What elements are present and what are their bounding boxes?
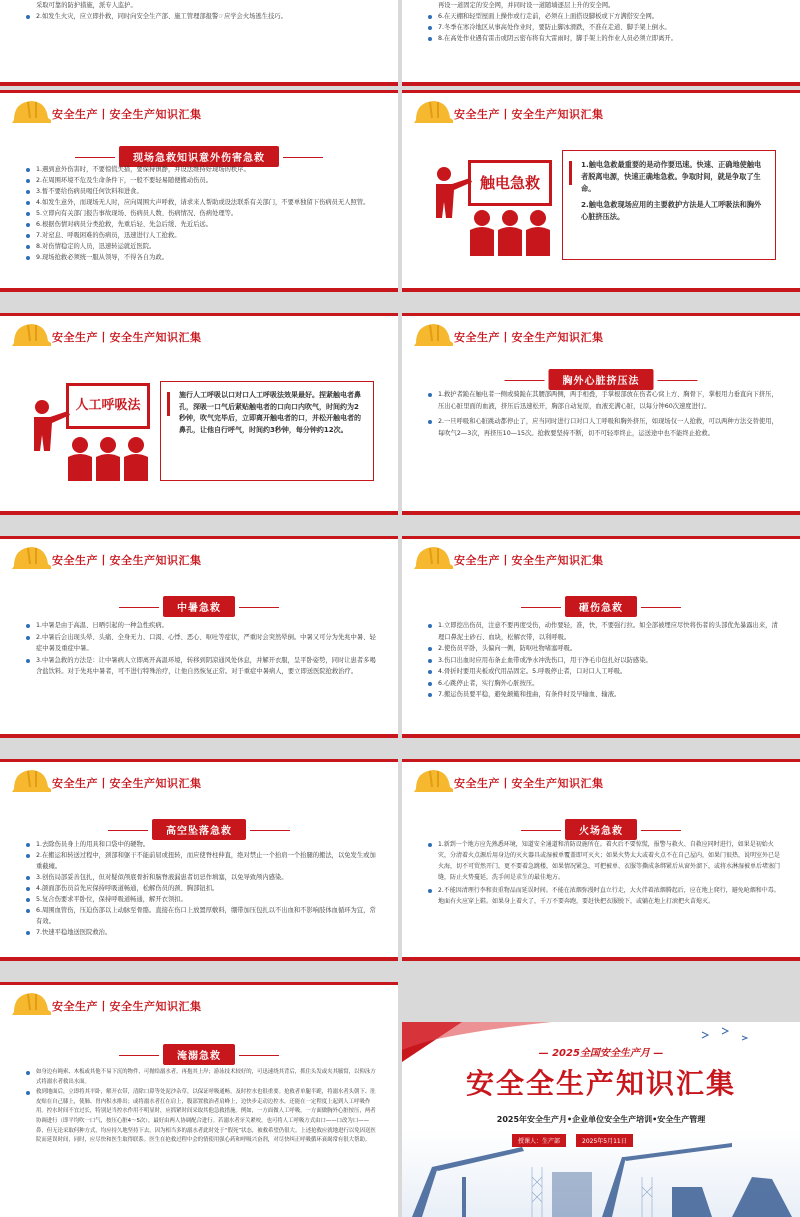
respiration-text: 施行人工呼吸以口对口人工呼吸法效果最好。捏紧触电者鼻孔，深吸一口气后紧贴触电者的口向口内吹气，时间约为2秒钟，吹气完毕后，立即离开触电者的口，并松开触电者的鼻孔，让他自行呼气，时间约3秒钟，每分钟约12次。: [179, 391, 361, 434]
list-item: 4.颌面部伤员首先应保持呼吸道畅通，松解伤员的颈、胸部钮扣。: [26, 883, 378, 894]
list-item: 8.对伤情稳定的人员，迅速转运就近医院。: [26, 241, 378, 252]
fall-list: [26, 839, 378, 938]
slide-top-bar: [402, 90, 800, 93]
kicker-text: 2025全国安全生产月: [552, 1048, 650, 1059]
section-badge: 现场急救知识意外伤害急救: [119, 146, 279, 167]
list-item: 5.立即向有关部门报告事故现场、伤病员人数、伤病情况、伤病处理等。: [26, 208, 378, 219]
cpr-list: [428, 389, 780, 439]
list-item: 6.心跳停止者，实行胸外心脏按压。: [428, 678, 780, 690]
slide-bottom-bar: [0, 82, 398, 86]
list-item: 2.在搬运和转送过程中，颈部和躯干不能前屈或扭转，而应使脊柱伸直，绝对禁止一个抬肩一个抬腿的搬法，以免发生或加重截瘫。: [26, 850, 378, 872]
drowning-text: [26, 1068, 378, 1147]
slide-header: 安全生产丨安全生产知识汇集: [52, 554, 202, 567]
slide-top-bar: [0, 759, 398, 762]
list-item: 6.周围血管伤，压迫伤部以上动脉至骨骼。直接在伤口上放置厚敷料，绷带加压包扎以不出血和不影响肢体血循环为宜，常有效。: [26, 905, 378, 927]
section-badge: 高空坠落急救: [152, 819, 246, 840]
list-item: 7.搬运伤员要平稳，避免颠簸和扭曲，有条件时及早输血、输液。: [428, 689, 780, 701]
list-item: 6.根据伤情对病员分类抢救，先重后轻、先急后缓、先近后远。: [26, 219, 378, 230]
slide-fire-tail: [0, 0, 398, 86]
list-item: 如身边有绳索、木板或其他不易下沉的物件，可抛给溺水者，再抱其上岸；游泳技术较好的，可迅速绕其背后，抓住头发或夹其腋窝，以仰泳方式将溺水者救出水面。: [26, 1068, 378, 1087]
helmet-icon: [10, 988, 52, 1018]
list-item: 3.暂不要给伤病员喝任何饮料和进食。: [26, 186, 378, 197]
slide-crush-injury: [402, 536, 800, 738]
list-item: 4.骨折时要用夹板或代用品固定。5.呼吸停止者，口对口人工呼吸。: [428, 666, 780, 678]
list-item: 救到地面后，立即将其平卧，解开衣带，清除口鼻等处泥沙杂草，以保证呼吸通畅，及时控水也很重要。抢救者单腿半跪，将溺水者头朝下、肚皮贴在自己膝上，使肺、胃内积水排出；或将溺水者扛在肩上，腹部置救治者肩峰上，边快步走动边控水，还能在一定程度上起到人工呼吸作用。控水时间不宜过长，特别是当控水作用不明显时，应抓紧时间采取其他急救措施。例如，一方面做人工呼吸，一方面做胸外心脏按压，两者协调进行（即平均吹一口气，按压心脏4～5次），最好由两人协调配合进行。若溺水者牙关紧咬，也可将人工呼吸方式由口——口改为口——鼻，但无论采取何种方式，均应持久地坚持下去。因为相当多的溺水者此时处于“假死”状态，被救希望仍很大。上述抢救应就地进行以免因送医院而延误时间，同时，应尽快和医生取得联系。医生在抢救过程中会的情使用强心药和呼吸兴奋剂，对尽快纠正呼吸循环衰竭常有很大帮助。: [26, 1088, 378, 1146]
height-tail-list: [428, 0, 780, 44]
list-item: 1.去除伤员身上的用具和口袋中的硬物。: [26, 839, 378, 850]
section-badge: 胸外心脏挤压法: [549, 369, 654, 390]
list-item: 7.快速平稳地送医院救治。: [26, 927, 378, 938]
slide-header: 安全生产丨安全生产知识汇集: [52, 331, 202, 344]
section-badge: 砸伤急救: [565, 596, 637, 617]
list-item: 2.一旦呼吸和心脏跳动都停止了，应当同时进行口对口人工呼吸和胸外挤压，如现场仅一人抢救，可以两种方法交替使用，每吹气2—3次，再挤压10—15次。抢救要坚持不断，切不可轻率终止，运送途中也不能终止抢救。: [428, 416, 780, 439]
section-badge: 淹溺急救: [163, 1044, 235, 1065]
slide-bottom-bar: [402, 82, 800, 86]
section-badge: 中暑急救: [163, 596, 235, 617]
fire-list: [428, 839, 780, 907]
slide-bottom-bar: [402, 734, 800, 738]
list-item: 1.中暑是由于高温、日晒引起的一种急性疾病。: [26, 620, 378, 632]
slide-cpr: [402, 313, 800, 515]
section-badge: 火场急救: [565, 819, 637, 840]
slide-top-bar: [0, 90, 398, 93]
slide-header: 安全生产丨安全生产知识汇集: [454, 108, 604, 121]
accident-list: [26, 164, 378, 263]
slide-header: 安全生产丨安全生产知识汇集: [454, 554, 604, 567]
helmet-icon: [412, 765, 454, 795]
slide-bottom-bar: [0, 511, 398, 515]
helmet-icon: [10, 765, 52, 795]
helmet-icon: [412, 96, 454, 126]
slide-bottom-bar: [0, 734, 398, 738]
cover-subtitle: 2025年安全生产月•企业单位安全生产培训•安全生产管理: [496, 1115, 706, 1124]
helmet-icon: [10, 96, 52, 126]
cover-title: 安全全生产知识汇集: [465, 1067, 736, 1100]
list-item: 2.不能因清理行李和贵重物品而延误时间。不能在浓烟弥漫时直立行走，大火伴着浓烟腾起后，应在地上爬行，避免呛烟和中毒。地面有火应穿上鞋。如果身上着火了，千万不要奔跑，要赶快把衣服脱下，或躺在地上打滚把火苗熄灭。: [428, 885, 780, 907]
slide-top-bar: [0, 313, 398, 316]
list-item: 2.在周围环境不危及生命条件下，一般不要轻易随便搬动伤员。: [26, 175, 378, 186]
helmet-icon: [10, 542, 52, 572]
slide-top-bar: [0, 536, 398, 539]
date-badge: 2025年5月11日: [576, 1134, 633, 1147]
slide-height-tail: [402, 0, 800, 86]
list-item: 3.伤口出血时应用布条止血带或净水冲洗伤口，用干净毛巾包扎好以防感染。: [428, 655, 780, 667]
teacher-illustration: [28, 381, 153, 481]
slide-artificial-respiration: [0, 313, 398, 515]
list-item: 采取可靠的防护措施，派专人监护。: [36, 2, 137, 9]
list-item: 3.创伤局部妥善包扎，但对疑似颅底骨折和脑脊液漏患者切忌作填塞，以免导致颅内感染。: [26, 872, 378, 883]
slide-header: 安全生产丨安全生产知识汇集: [454, 331, 604, 344]
slide-fire-rescue: [402, 759, 800, 961]
shock-text-1: 1.触电急救最重要的是动作要迅速。快速、正确地使触电者脱离电源，快速正确地急救。争取时间，就是争取了生命。: [581, 160, 762, 193]
slide-header: 安全生产丨安全生产知识汇集: [52, 1000, 202, 1013]
list-item: 2.如发生火灾，应立即扑救，同时向安全生产部、施工管理部报警☞应学会火场逃生技巧。: [26, 11, 378, 22]
list-item: 1.遇到意外伤害时，不要惊慌失措，要保持镇静，并设法维持好现场的秩序。: [26, 164, 378, 175]
helmet-icon: [10, 319, 52, 349]
slide-bottom-bar: [402, 511, 800, 515]
list-item: 4.如发生意外，而现场无人时，应向周围大声呼救，请求来人帮助或设法联系有关部门，不要单独留下伤病员无人照管。: [26, 197, 378, 208]
construction-crane-illustration: [402, 1137, 800, 1217]
helmet-icon: [412, 319, 454, 349]
list-item: 2.使伤员平卧，头偏向一侧，防呕吐物堵塞呼吸。: [428, 643, 780, 655]
cover-kicker: — 2025全国安全生产月 —: [538, 1048, 664, 1059]
shock-textbox: [562, 150, 776, 260]
slide-top-bar: [402, 313, 800, 316]
list-item: 再设一道固定的安全网，并同时设一道随墙逐层上升的安全网。: [438, 2, 615, 9]
board: 人工呼吸法: [66, 383, 150, 429]
list-item: 5.复合伤要求平卧位，保持呼吸道畅通，解开衣领扣。: [26, 894, 378, 905]
slide-bottom-bar: [402, 288, 800, 292]
list-item: 6.在天棚和轻型屋面上操作或行走前，必须在上面搭设脚板或下方满搭安全网。: [428, 11, 780, 22]
crush-list: [428, 620, 780, 701]
helmet-icon: [412, 542, 454, 572]
slide-top-bar: [0, 982, 398, 985]
slide-heatstroke: [0, 536, 398, 738]
accent-bar: [569, 161, 572, 185]
list-item: 8.在高处作业遇有雷击或阴云密布将有大雷雨时，脚手架上的作业人员必须立即离开。: [428, 33, 780, 44]
list-item: 3.中暑急救的方法是：让中暑病人立即离开高温环境，转移到阴凉通风处休息，并解开衣服，呈平卧姿势，同时让患者多喝含盐饮料。对于先兆中暑者，可不进行特殊治疗，让他自然恢复正常。对于重症中暑病人，要立即送医院抢救治疗。: [26, 655, 378, 678]
list-item: 1.新到一个地方应先熟悉环境，知道安全通道和消防设施所在。着火后不要惊慌，报警与救火、自救应同时进行，如果是初始火灾，分清着火点源后用身边的灭火器具或湿被单覆盖即可灭火；如果火势太大或着火点不在自己屋内，如果门很热，说明室外已是火海，切不可贸然开门，更不要着急跳楼，如果情况紧急，可把被单、衣服等撕成条绑紧后从窗外溜下，或将水淋湿被单后堵塞门缝，防止火势蔓延，洗手间是求生的最佳地方。: [428, 839, 780, 883]
list-item: 1.立即挖出伤员，注意不要再度受伤，动作要轻，准，快，不要强行拉。如全部被埋应尽快将伤者的头部优先暴露出来，清理口鼻泥土砂石、血块，松解衣带，以利呼吸。: [428, 620, 780, 643]
teacher-illustration: [430, 158, 555, 258]
list-item: 7.冬季在寒冷地区从事高处作业时，要防止脚冰滑跌，不准在走道、脚手架上倒水。: [428, 22, 780, 33]
slide-fall-injury: [0, 759, 398, 961]
list-item: 2.中暑后会出现头晕、头痛、全身无力、口渴、心悸、恶心、呕吐等症状，严重时会突然晕倒。中暑又可分为先兆中暑、轻症中暑及重症中暑。: [26, 632, 378, 655]
slide-top-bar: [402, 759, 800, 762]
fire-tail-list: [26, 0, 378, 22]
slide-header: 安全生产丨安全生产知识汇集: [454, 777, 604, 790]
slide-electric-shock: [402, 90, 800, 292]
list-item: 9.现场抢救必须统一服从领导，不得各自为政。: [26, 252, 378, 263]
heatstroke-list: [26, 620, 378, 678]
cover-slide: [402, 1022, 800, 1217]
slide-header: 安全生产丨安全生产知识汇集: [52, 777, 202, 790]
shock-text-2: 2.触电急救现场应用的主要救护方法是人工呼吸法和胸外心脏挤压法。: [581, 200, 762, 221]
slide-bottom-bar: [0, 288, 398, 292]
people-icon: [430, 158, 555, 258]
slide-top-bar: [402, 536, 800, 539]
people-icon: [28, 381, 153, 481]
slide-header: 安全生产丨安全生产知识汇集: [52, 108, 202, 121]
slide-accident-first-aid: [0, 90, 398, 292]
slide-bottom-bar: [402, 957, 800, 961]
slide-drowning: [0, 982, 398, 1217]
slide-bottom-bar: [0, 957, 398, 961]
accent-bar: [167, 392, 170, 416]
list-item: 7.对窒息、呼吸困难的伤病员，迅速进行人工抢救。: [26, 230, 378, 241]
presenter-badge: 授课人：生产部: [512, 1134, 566, 1147]
respiration-textbox: [160, 381, 374, 481]
list-item: 1.救护者跪在触电者一侧或骑跪在其腰部两侧，两手相叠，手掌根部放在伤者心窝上方、胸骨下，掌根用力垂直向下挤压，压出心脏里面的血液，挤压后迅速松开，胸部自动复原，血液充满心脏，以每分钟60次速度进行。: [428, 389, 780, 412]
board: 触电急救: [468, 160, 552, 206]
